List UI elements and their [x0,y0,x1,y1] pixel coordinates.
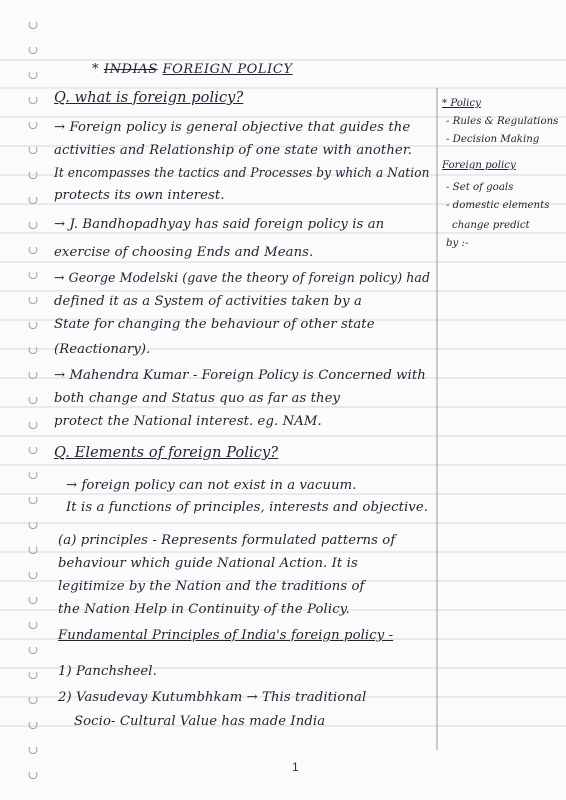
list-item: 2) Vasudevay Kutumbhkam → This traditional [58,690,367,705]
text-line: the Nation Help in Continuity of the Policy. [58,602,350,617]
text-line: behaviour which guide National Action. It is [58,556,358,571]
side-note: - Set of goals [446,182,514,193]
question-1: Q. what is foreign policy? [54,90,244,106]
text-line: both change and Status quo as far as they [54,391,341,406]
page-title [92,62,293,77]
list-item: 1) Panchsheel. [58,664,157,679]
side-note: - Rules & Regulations [446,116,559,127]
section-heading: Fundamental Principles of India's foreign policy - [58,628,394,643]
side-note: - Decision Making [446,134,540,145]
side-note: Foreign policy [442,160,516,171]
text-line: exercise of choosing Ends and Means. [54,245,314,260]
text-line: protects its own interest. [54,188,225,203]
text-line: State for changing the behaviour of other state [54,317,375,332]
text-line: defined it as a System of activities taken by a [54,294,362,309]
side-note: change predict [452,220,530,231]
text-line: → foreign policy can not exist in a vacuum. [66,478,357,493]
text-line: (Reactionary). [54,342,151,357]
question-2: Q. Elements of foreign Policy? [54,445,279,461]
text-line: It encompasses the tactics and Processes by which a Nation [54,166,430,181]
title-marker: * [92,62,100,77]
text-line: → Foreign policy is general objective that guides the [54,120,411,135]
title-struck-word: INDIAS [103,62,158,77]
list-item: Socio- Cultural Value has made India [74,714,326,729]
text-line: → George Modelski (gave the theory of foreign policy) had [54,271,431,286]
title-text: FOREIGN POLICY [162,62,293,77]
text-line: It is a functions of principles, interests and objective. [66,500,429,515]
page-number: 1 [292,760,299,774]
text-line: (a) principles - Represents formulated patterns of [58,533,396,548]
text-line: protect the National interest. eg. NAM. [54,414,322,429]
text-line: activities and Relationship of one state with another. [54,143,413,158]
text-line: legitimize by the Nation and the traditions of [58,579,365,594]
side-note: - domestic elements [446,200,550,211]
text-line: → Mahendra Kumar - Foreign Policy is Concerned with [54,368,426,383]
text-line: → J. Bandhopadhyay has said foreign policy is an [54,217,385,232]
side-note: * Policy [442,98,481,109]
side-note: by :- [446,238,469,249]
